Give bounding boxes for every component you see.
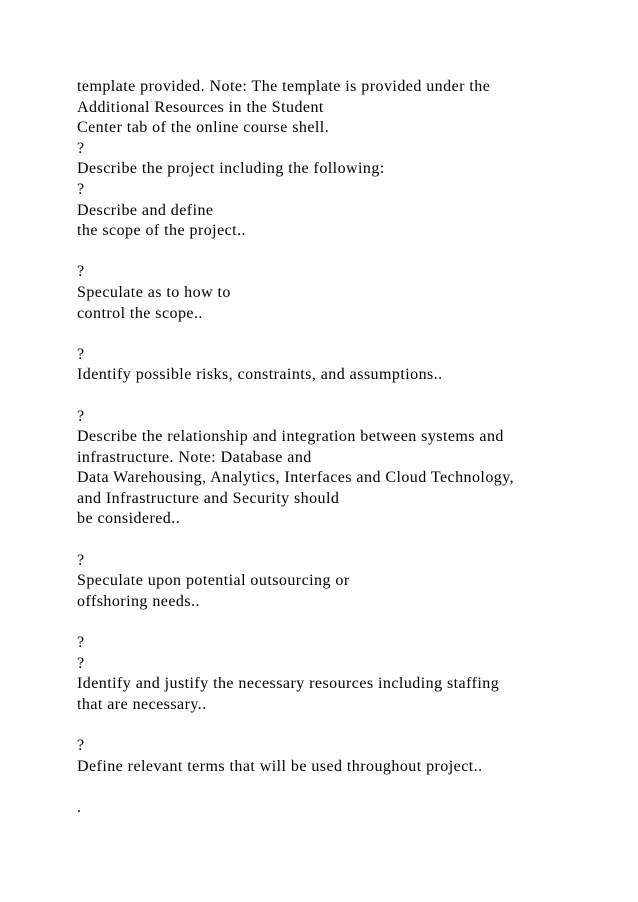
blank-line	[77, 242, 617, 263]
blank-line	[77, 612, 617, 633]
text-line: be considered..	[77, 510, 181, 528]
text-line: Describe and define	[77, 201, 214, 219]
document-text	[77, 77, 617, 818]
text-line: Identify possible risks, constraints, and assumptions..	[77, 366, 443, 384]
question-mark: ?	[77, 139, 85, 157]
text-line: Additional Resources in the Student	[77, 98, 324, 116]
text-line: offshoring needs..	[77, 592, 200, 610]
text-line: Speculate upon potential outsourcing or	[77, 572, 350, 590]
text-line: Describe the relationship and integration between systems and	[77, 428, 504, 446]
question-mark: ?	[77, 551, 85, 569]
text-line: template provided. Note: The template is provided under the	[77, 78, 491, 95]
blank-line	[77, 386, 617, 407]
text-line: Identify and justify the necessary resources including staffing	[77, 675, 500, 693]
blank-line	[77, 324, 617, 345]
text-line: Describe the project including the following:	[77, 160, 385, 178]
text-line: the scope of the project..	[77, 222, 246, 240]
question-mark: ?	[77, 654, 85, 672]
text-line: Center tab of the online course shell.	[77, 119, 330, 137]
text-line: control the scope..	[77, 304, 203, 322]
text-line: and Infrastructure and Security should	[77, 489, 340, 507]
text-line: infrastructure. Note: Database and	[77, 448, 312, 466]
blank-line	[77, 777, 617, 798]
question-mark: ?	[77, 407, 85, 425]
text-line: Data Warehousing, Analytics, Interfaces and Cloud Technology,	[77, 469, 515, 487]
blank-line	[77, 715, 617, 736]
text-line: Speculate as to how to	[77, 283, 231, 301]
period-mark: .	[77, 798, 82, 816]
text-line: Define relevant terms that will be used throughout project..	[77, 757, 483, 775]
question-mark: ?	[77, 737, 85, 754]
blank-line	[77, 530, 617, 551]
question-mark: ?	[77, 180, 85, 198]
question-mark: ?	[77, 634, 85, 652]
question-mark: ?	[77, 263, 85, 281]
question-mark: ?	[77, 345, 85, 363]
text-line: that are necessary..	[77, 695, 207, 713]
